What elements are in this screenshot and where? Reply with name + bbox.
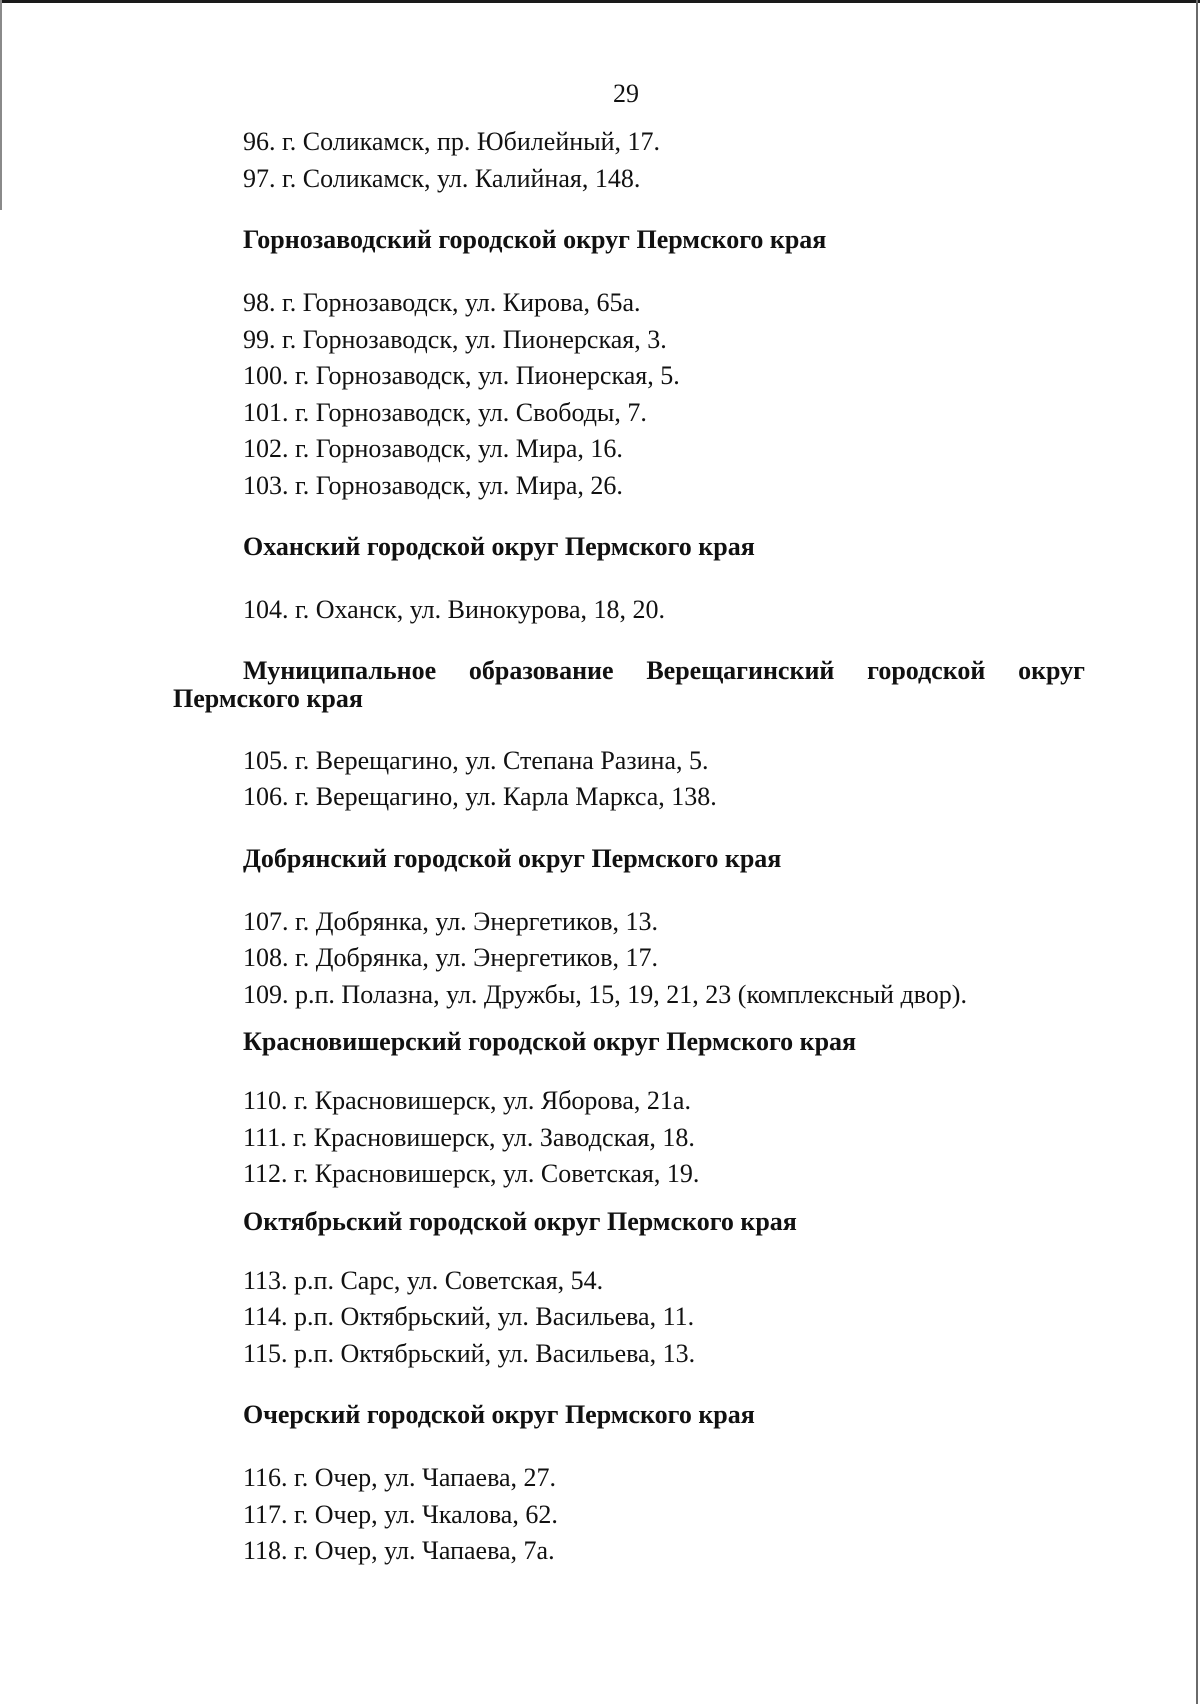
section-heading: Октябрьский городской округ Пермского края <box>243 1206 797 1236</box>
list-item: 104. г. Оханск, ул. Винокурова, 18, 20. <box>243 595 666 624</box>
section-heading: Горнозаводский городской округ Пермского края <box>243 225 827 254</box>
list-item: 96. г. Соликамск, пр. Юбилейный, 17. <box>243 127 661 156</box>
list-item: 111. г. Красновишерск, ул. Заводская, 18. <box>243 1122 695 1152</box>
list-item: 116. г. Очер, ул. Чапаева, 27. <box>243 1463 557 1492</box>
list-item: 113. р.п. Сарс, ул. Советская, 54. <box>243 1265 604 1295</box>
scan-border-top <box>0 0 1200 3</box>
section-heading: Добрянский городской округ Пермского края <box>243 843 782 873</box>
list-item: 107. г. Добрянка, ул. Энергетиков, 13. <box>243 906 659 936</box>
list-item: 103. г. Горнозаводск, ул. Мира, 26. <box>243 470 623 500</box>
section-heading: Очерский городской округ Пермского края <box>243 1400 755 1429</box>
list-item: 106. г. Верещагино, ул. Карла Маркса, 138. <box>243 782 717 811</box>
list-item: 110. г. Красновишерск, ул. Яборова, 21а. <box>243 1086 691 1115</box>
list-item: 117. г. Очер, ул. Чкалова, 62. <box>243 1499 558 1529</box>
page-number: 29 <box>613 79 639 108</box>
section-heading: Красновишерский городской округ Пермского края <box>243 1027 857 1056</box>
list-item: 97. г. Соликамск, ул. Калийная, 148. <box>243 163 641 193</box>
list-item: 112. г. Красновишерск, ул. Советская, 19. <box>243 1159 700 1188</box>
list-item: 115. р.п. Октябрьский, ул. Васильева, 13. <box>243 1338 696 1368</box>
section-heading: Муниципальное образование Верещагинский городской округ Пермского края <box>173 655 1085 713</box>
list-item: 99. г. Горнозаводск, ул. Пионерская, 3. <box>243 324 667 354</box>
list-item: 105. г. Верещагино, ул. Степана Разина, 5. <box>243 745 709 775</box>
list-item: 108. г. Добрянка, ул. Энергетиков, 17. <box>243 943 659 972</box>
document-body <box>173 124 1085 1570</box>
list-item: 114. р.п. Октябрьский, ул. Васильева, 11. <box>243 1302 695 1331</box>
scan-border-right <box>1196 0 1198 1704</box>
section-heading: Оханский городской округ Пермского края <box>243 532 755 561</box>
list-item: 109. р.п. Полазна, ул. Дружбы, 15, 19, 21, 23 (комплексный двор). <box>243 979 967 1009</box>
list-item: 118. г. Очер, ул. Чапаева, 7а. <box>243 1536 555 1565</box>
list-item: 98. г. Горнозаводск, ул. Кирова, 65а. <box>243 288 641 317</box>
list-item: 102. г. Горнозаводск, ул. Мира, 16. <box>243 434 623 463</box>
list-item: 100. г. Горнозаводск, ул. Пионерская, 5. <box>243 361 680 390</box>
list-item: 101. г. Горнозаводск, ул. Свободы, 7. <box>243 397 647 427</box>
